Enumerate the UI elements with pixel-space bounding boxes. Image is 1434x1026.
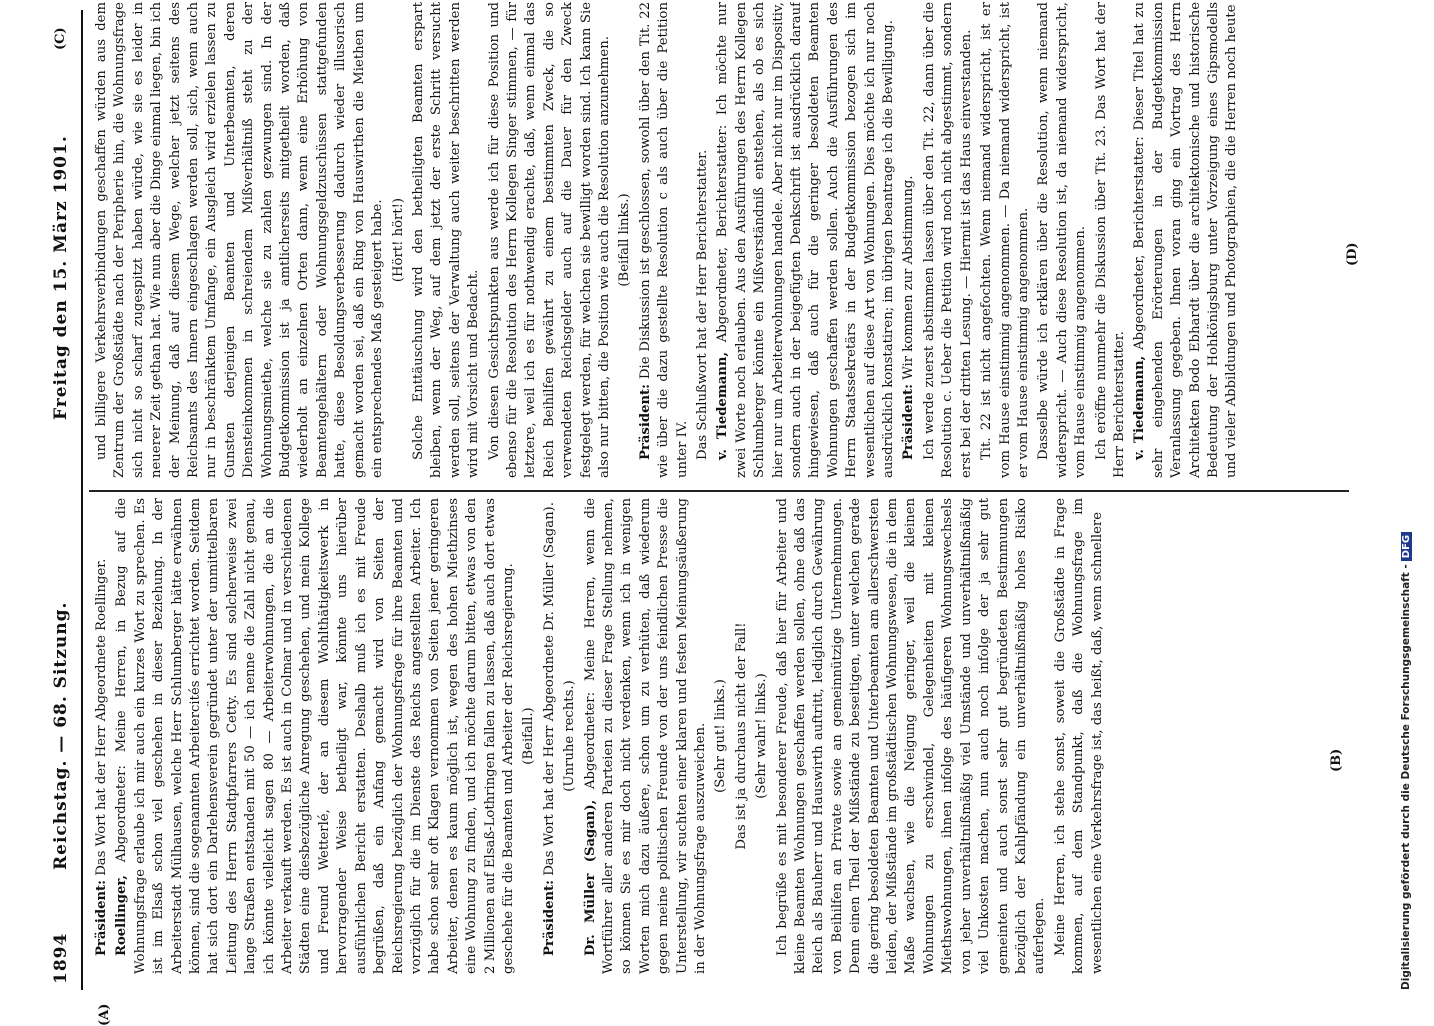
speaker-name: Roellinger,	[114, 875, 130, 956]
paragraph: Solche Enttäuschung wird den betheiligten Beamten erspart bleiben, wenn der Weg, auf dem jetzt der erste Schritt versucht werden soll, seitens der Verwaltung auch weiter beschritten werden wird mit Vorsicht und Bedacht.	[410, 2, 482, 478]
paragraph: (Beifall links.)	[617, 193, 633, 287]
margin-mark-d: (D)	[1345, 242, 1360, 266]
paragraph: (Unruhe rechts.)	[562, 680, 578, 792]
rotated-document	[45, 2, 1385, 1026]
speaker-name: Dr. Müller (Sagan),	[582, 799, 598, 956]
session-date: Freitag den 15. März 1901.	[51, 135, 71, 420]
paragraph: Präsident: Das Wort hat der Herr Abgeordnete Dr. Müller (Sagan).	[541, 502, 557, 956]
speaker-name: Präsident:	[901, 383, 917, 460]
paragraph: (Sehr wahr! links.)	[754, 673, 770, 799]
paragraph: v. Tiedemann, Abgeordneter, Berichterstatter: Ich möchte nur zwei Worte noch erlauben. Aus den Ausführungen des Herrn Kollegen Schlumberger könnte ein Mißverständniß entstehen, als ob es sich hier nur um Arbeiterwohnungen handele. Aber nicht nur im Dispositiv, sondern auch in der beigefügten Denkschrift ist ausdrücklich darauf hingewiesen, daß auch für die geringer besoldeten Beamten Wohnungen geschaffen werden sollen. Auch die Ausführungen des Herrn Staatssekretärs in der Budgetkommission bezogen sich im wesentlichen auf diese Art von Wohnungen. Dies möchte ich nur noch ausdrücklich konstatiren; im übrigen beantrage ich die Bewilligung.	[715, 2, 897, 478]
paragraph: Präsident: Das Wort hat der Herr Abgeordnete Roellinger.	[94, 558, 109, 956]
right-column	[93, 2, 1363, 478]
paragraph: Roellinger, Abgeordneter: Meine Herren, in Bezug auf die Wohnungsfrage erlaube ich mir auch ein kurzes Wort zu sprechen. Es ist im Elsaß schon viel geschehen in dieser Beziehung. In der Arbeiterstadt Mülhausen, welche Herr Schlumberger hätte erwähnen können, sind die sogenannten Arbeitercités errichtet worden. Seitdem hat sich dort ein Darlehensverein gegründet unter der unmittelbaren Leitung des Herrn Stadtpfarrers Cetty. Es sind solcherweise zwei lange Straßen entstanden mit 50 — ich nenne die Zahl nicht genau, ich könnte vielleicht sagen 80 — Arbeiterwohnungen, die an die Arbeiter verkauft werden. Es ist auch in Colmar und in verschiedenen Städten eine diesbezügliche Anregung geschehen, und mein Kollege und Freund Wetterlé, der an diesem Wohlthätigkeitswerk in hervorragender Weise betheiligt war, könnte uns hierüber ausführlichen Bericht erstatten. Deshalb muß ich es mit Freude begrüßen, daß ein Anfang gemacht wird von Seiten der Reichsregierung bezüglich der Wohnungsfrage für ihre Beamten und vorzüglich für die im Dienste des Reichs angestellten Arbeiter. Ich habe schon sehr oft Klagen vernommen von Seiten jener geringeren Arbeiter, denen es kaum möglich ist, wegen des hohen Miethzinses eine Wohnung zu finden, und ich möchte darum bitten, etwas von den 2 Millionen auf Elsaß-Lothringen fallen zu lassen, daß auch dort etwas geschehe für die Beamten und Arbeiter der Reichsregierung.	[114, 498, 516, 974]
left-column	[93, 498, 1363, 974]
paragraph: Das Schlußwort hat der Herr Berichterstatter.	[695, 149, 710, 460]
speaker-name: Präsident:	[541, 879, 557, 956]
paragraph: (Sehr gut! links.)	[713, 679, 729, 793]
column-divider	[89, 490, 1349, 492]
speaker-name: v. Tiedemann,	[715, 351, 731, 460]
paragraph: Ich begrüße es mit besonderer Freude, daß hier für Arbeiter und kleine Beamten Wohnungen geschaffen werden sollen, ohne daß das Reich als Bauherr und Hauswirth auftritt, lediglich durch Gewährung von Beihilfen an Private sowie an gemeinnützige Unternehmungen. Denn einen Theil der Mißstände zu beseitigen, unter welchen gerade die gering besoldeten Beamten und Unterbeamten am allerschwersten leiden, der Mißstände im großstädtischen Wohnungswesen, die in dem Maße wachsen, wie die Neigung geringer, weil die kleinen Wohnungen zu erschwindel, Gelegenheiten mit kleinen Miethswohnungen, ihnen infolge des häufigeren Wohnungswechsels von jeher unverhältnißmäßig viel Umstände und unverhältnißmäßig viel Unkosten machen, nun auch noch infolge der ja sehr gut gemeinten und auch sonst sehr gut begründeten Bestimmungen bezüglich der Kahlpfändung ein unverhältnißmäßig hohes Risiko auferlegen.	[774, 498, 1048, 974]
speaker-name: Präsident:	[94, 879, 109, 956]
digitization-credit	[1400, 532, 1412, 990]
session-title: Reichstag. — 68. Sitzung.	[51, 601, 71, 870]
paragraph: Meine Herren, ich stehe sonst, soweit die Großstädte in Frage kommen, auf dem Standpunkt, daß die Wohnungsfrage im wesentlichen eine Verkehrsfrage ist, das heißt, daß, wenn schnellere	[1052, 498, 1105, 974]
margin-mark-b: (B)	[1329, 748, 1344, 772]
paragraph: und billigere Verkehrsverbindungen geschaffen würden aus dem Zentrum der Großstädte nach der Peripherie hin, die Wohnungsfrage sich nicht so scharf zugespitzt haben würde, wie sie es leider in neuerer Zeit gethan hat. Wie nun aber die Dinge einmal liegen, bin ich der Meinung, daß auf diesem Wege, welcher jetzt seitens des Reichsamts des Innern eingeschlagen werden soll, sich, wenn auch nur in beschränktem Umfange, ein Ausgleich wird erzielen lassen zu Gunsten derjenigen Beamten und Unterbeamten, deren Diensteinkommen in schreiendem Mißverhältniß steht zu der Wohnungsmiethe, welche sie zu zahlen gezwungen sind. In der Budgetkommission ist ja amtlicherseits mitgetheilt worden, daß wiederholt an einzelnen Orten dann, wenn eine Erhöhung von Beamtengehältern oder Wohnungsgeldzuschüssen stattgefunden hatte, diese Besoldungsverbesserung dadurch wieder illusorisch gemacht worden sei, daß ein Ring von Hauswirthen die Miethen um ein entsprechendes Maß gesteigert habe.	[94, 2, 386, 478]
page-header	[45, 10, 79, 990]
paragraph: Dasselbe würde ich erklären über die Resolution, wenn niemand widerspricht. — Auch diese Resolution ist, da niemand widerspricht, vom Hause einstimmig angenommen.	[1036, 2, 1089, 478]
paragraph: (Hört! hört!)	[390, 197, 406, 283]
paragraph: Tit. 22 ist nicht angefochten. Wenn niemand widerspricht, ist er vom Hause einstimmig angenommen. — Da niemand widerspricht, ist er vom Hause einstimmig angenommen.	[979, 2, 1031, 478]
header-rule	[81, 10, 83, 990]
paragraph: (Beifall.)	[521, 707, 537, 765]
paragraph: Präsident: Wir kommen zur Abstimmung.	[901, 175, 917, 460]
speaker-name: v. Tiedemann,	[1132, 355, 1148, 460]
speaker-name: Präsident:	[637, 383, 653, 460]
paragraph: Präsident: Die Diskussion ist geschlossen, sowohl über den Tit. 22 wie über die dazu gestellte Resolution c als auch über die Petition unter IV.	[637, 2, 690, 478]
paragraph: Ich eröffne nunmehr die Diskussion über Tit. 23. Das Wort hat der Herr Berichterstatter.	[1093, 2, 1127, 478]
credit-text: Digitalisierung gefördert durch die Deutsche Forschungsgemeinschaft -	[1400, 564, 1412, 990]
paragraph: Ich werde zuerst abstimmen lassen über den Tit. 22, dann über die Resolution c. Ueber die Petition wird noch nicht abgestimmt, sondern erst bei der dritten Lesung. — Hiermit ist das Haus einverstanden.	[921, 2, 974, 478]
paragraph: Von diesen Gesichtspunkten aus werde ich für diese Position und ebenso für die Resolution des Herrn Kollegen Singer stimmen, — für letztere, weil ich es für nothwendig erachte, daß, wenn einmal das Reich Beihilfen gewährt zu einem bestimmten Zweck, die so verwendeten Reichsgelder auch auf die Dauer für den Zweck festgelegt werden, für welchen sie bewilligt worden sind. Ich kann Sie also nur bitten, die Position wie auch die Resolution anzunehmen.	[486, 2, 612, 478]
paragraph: Dr. Müller (Sagan), Abgeordneter: Meine Herren, wenn die Wortführer aller anderen Parteien zu dieser Frage Stellung nehmen, so können Sie es mir doch nicht verdenken, wenn ich in wenigen Worten mich dazu äußere, schon um zu verhüten, daß wiederum gegen meine politischen Freunde von der uns feindlichen Presse die Unterstellung, wir suchten einer klaren und festen Meinungsäußerung in der Wohnungsfrage auszuweichen.	[582, 498, 708, 974]
margin-mark-c: (C)	[53, 27, 68, 50]
paragraph: Das ist ja durchaus nicht der Fall!	[733, 622, 749, 850]
dfg-logo: DFG	[1401, 532, 1412, 561]
margin-mark-a: (A)	[97, 1003, 112, 1026]
paragraph: v. Tiedemann, Abgeordneter, Berichterstatter: Dieser Titel hat zu sehr eingehenden Erörterungen in der Budgetkommission Veranlassung gegeben. Ihnen voran ging ein Vortrag des Herrn Architekten Bodo Ebhardt über die architektonische und historische Bedeutung der Hohkönigsburg unter Vorzeigung eines Gipsmodells und vieler Abbildungen und Photographien, die die Herren noch heute	[1132, 2, 1240, 478]
page-number: 1894	[51, 932, 71, 984]
